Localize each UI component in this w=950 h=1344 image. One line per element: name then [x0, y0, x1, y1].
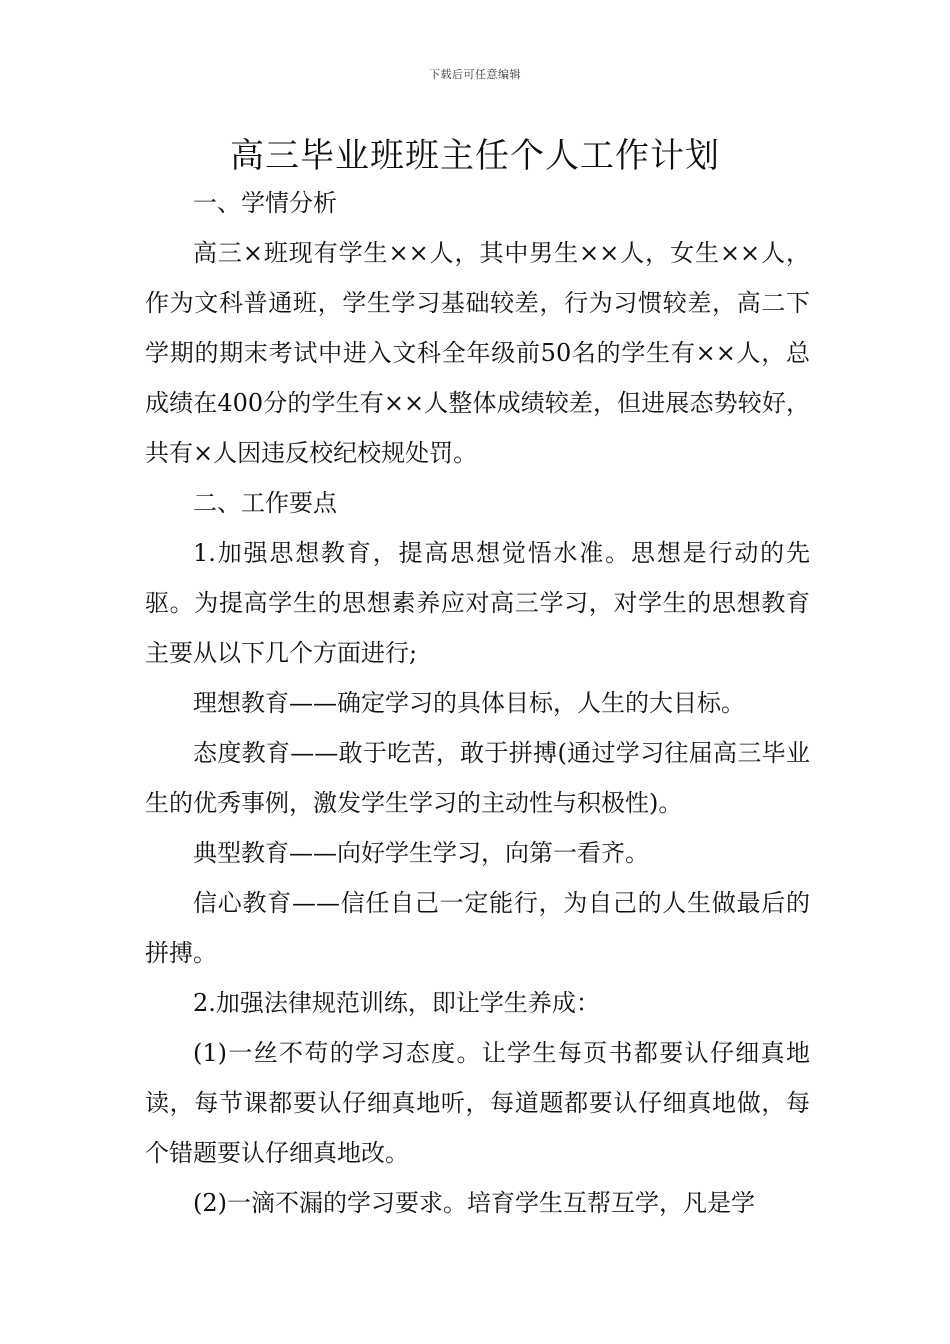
paragraph: 信心教育——信任自己一定能行，为自己的人生做最后的拼搏。 — [145, 889, 810, 967]
document-title: 高三毕业班班主任个人工作计划 — [230, 136, 720, 176]
header-note: 下载后可任意编辑 — [429, 68, 521, 81]
paragraph: 2.加强法律规范训练，即让学生养成： — [193, 989, 600, 1017]
section-heading: 二、工作要点 — [193, 489, 337, 517]
paragraph: 理想教育——确定学习的具体目标，人生的大目标。 — [193, 689, 745, 717]
paragraph: 1.加强思想教育，提高思想觉悟水准。思想是行动的先驱。为提高学生的思想素养应对高三学习，对学生的思想教育主要从以下几个方面进行; — [145, 539, 810, 667]
paragraph: 态度教育——敢于吃苦，敢于拼搏(通过学习往届高三毕业生的优秀事例，激发学生学习的主动性与积极性)。 — [145, 739, 810, 817]
paragraph: (2)一滴不漏的学习要求。培育学生互帮互学，凡是学 — [193, 1189, 755, 1217]
section-heading: 一、学情分析 — [193, 189, 337, 217]
document-body — [145, 178, 810, 1228]
paragraph: 典型教育——向好学生学习，向第一看齐。 — [193, 839, 649, 867]
paragraph: (1)一丝不苟的学习态度。让学生每页书都要认仔细真地读，每节课都要认仔细真地听，每道题都要认仔细真地做，每个错题要认仔细真地改。 — [145, 1039, 810, 1167]
paragraph: 高三×班现有学生××人，其中男生××人，女生××人，作为文科普通班，学生学习基础较差，行为习惯较差，高二下学期的期末考试中进入文科全年级前50名的学生有××人，总成绩在400分的学生有××人整体成绩较差，但进展态势较好，共有×人因违反校纪校规处罚。 — [145, 239, 810, 467]
